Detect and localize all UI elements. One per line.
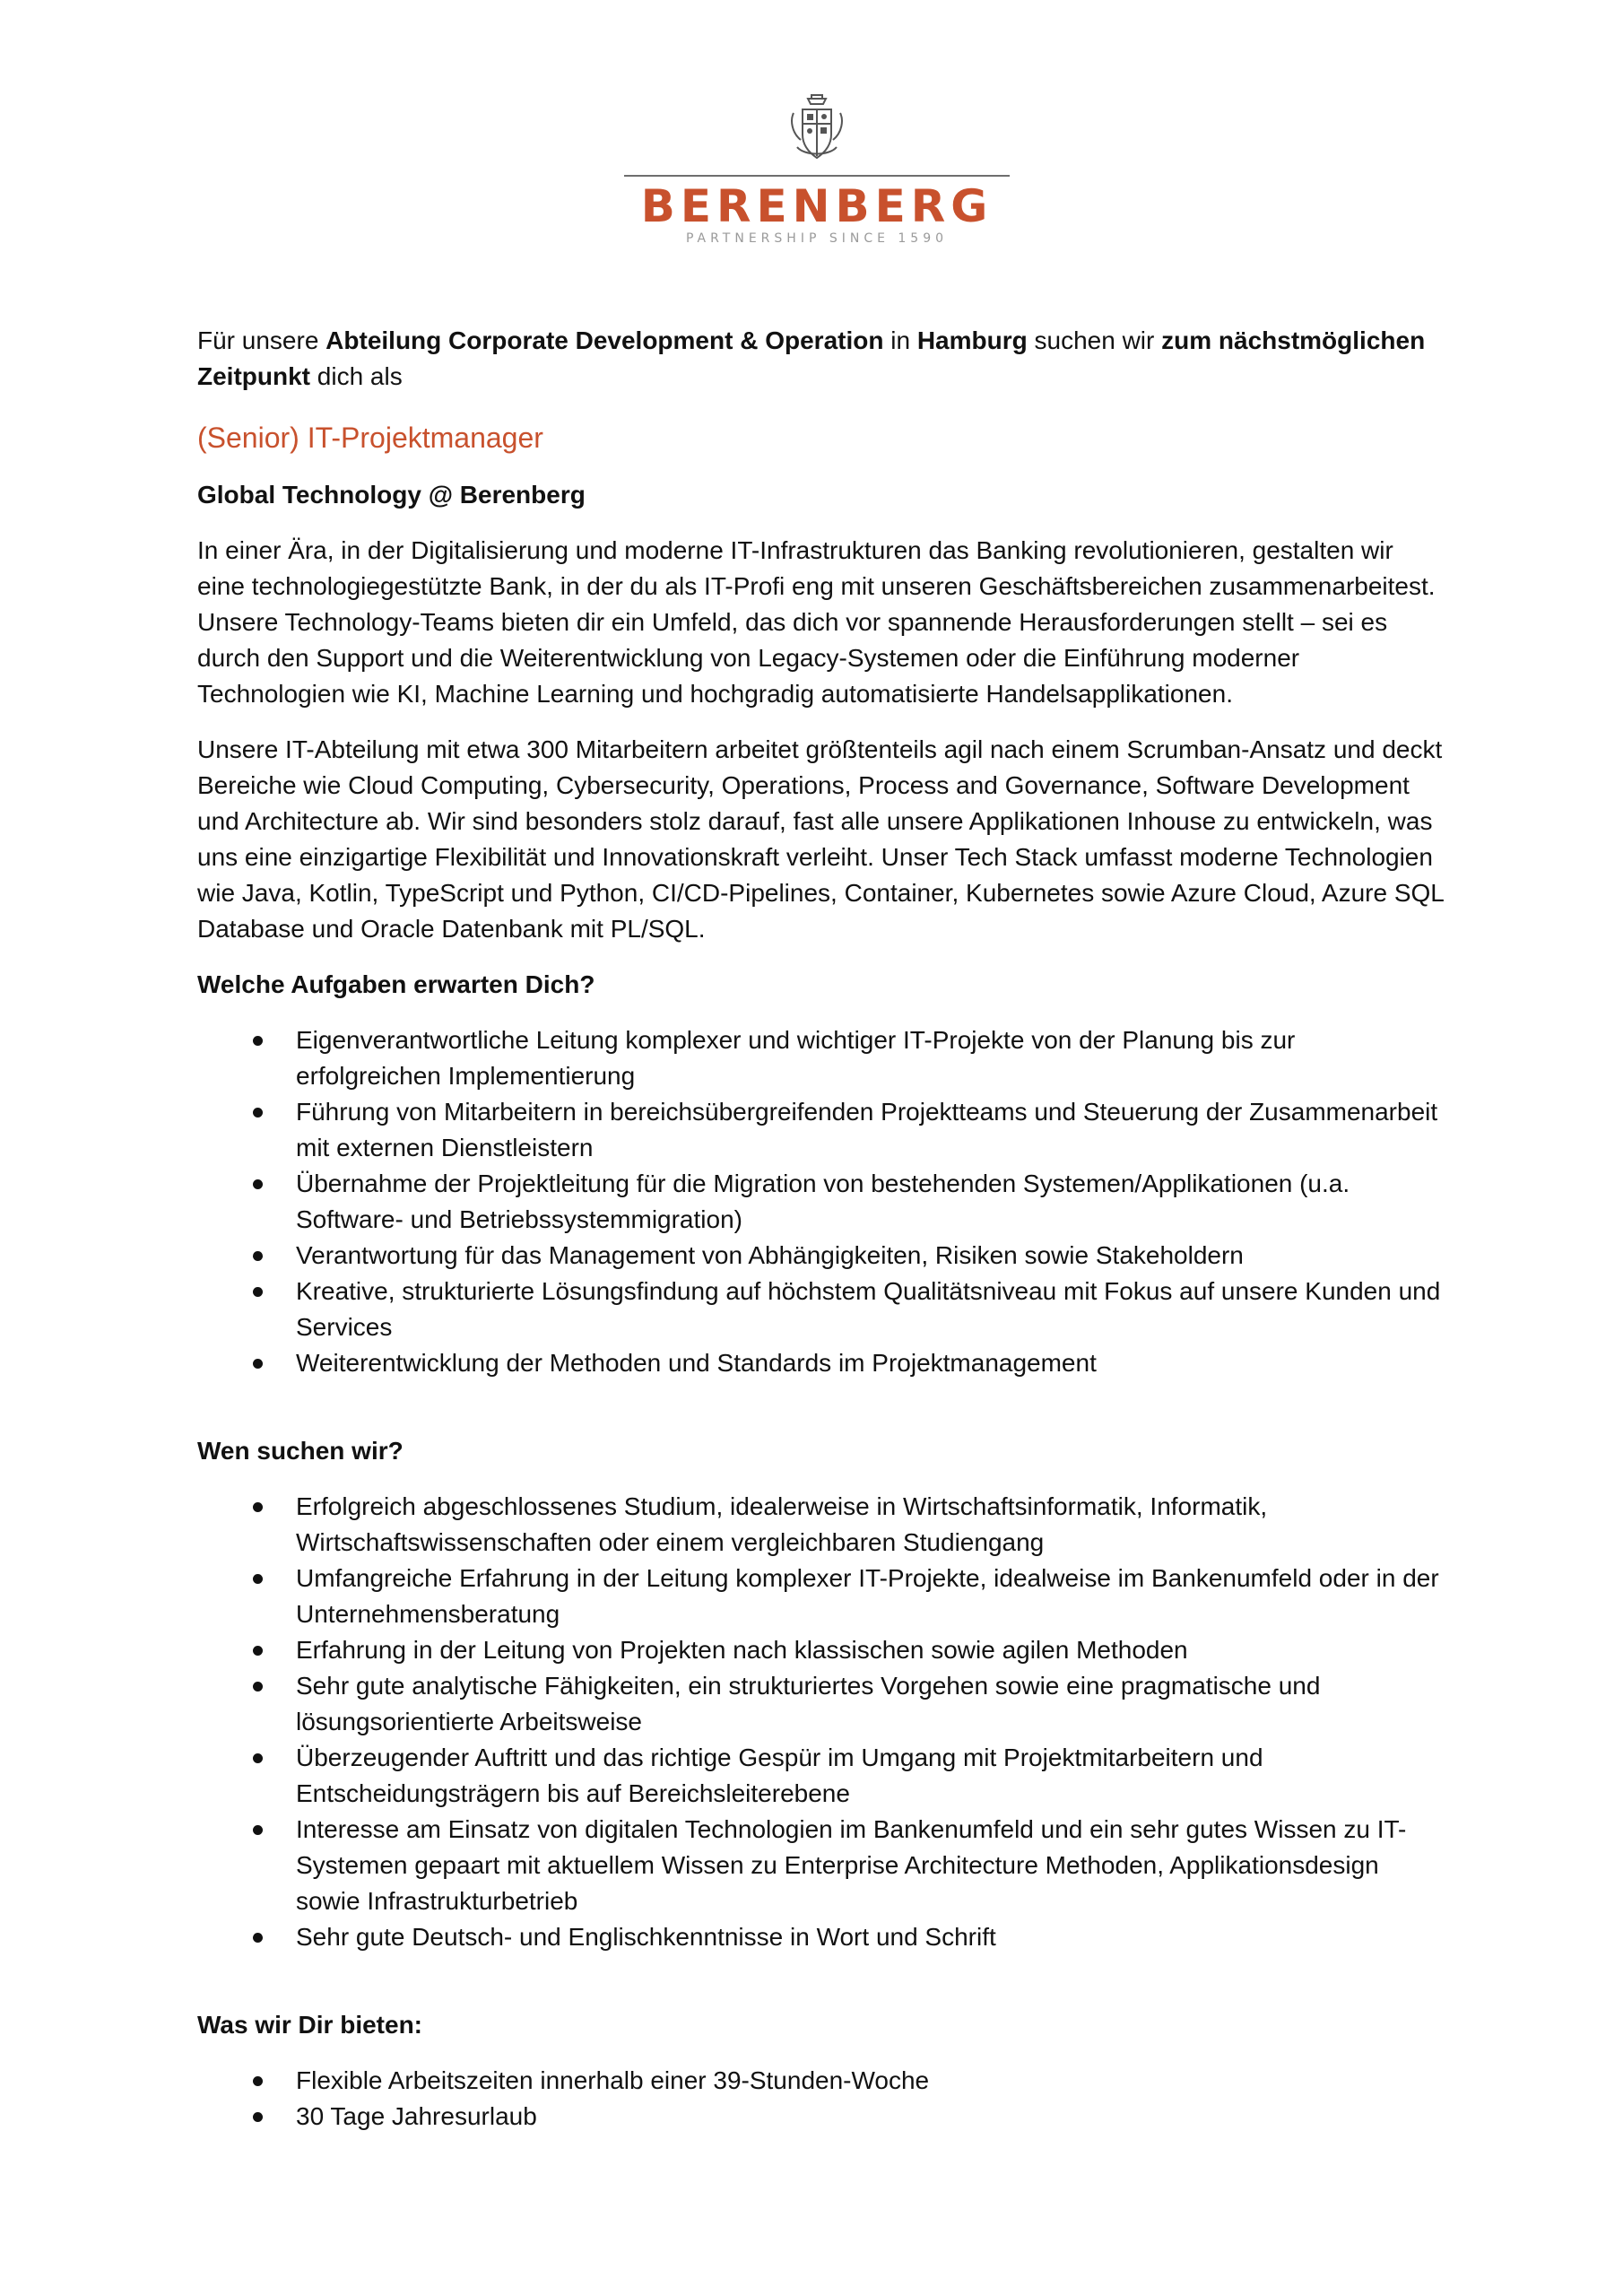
job-posting-body (197, 323, 1444, 2135)
description-paragraph: In einer Ära, in der Digitalisierung und moderne IT-Infrastrukturen das Banking revolutionieren, gestalten wir eine technologiegestützte Bank, in der du als IT-Profi eng mit unseren Geschäftsbereichen zusammenarbeitest. Unsere Technology-Teams bieten dir ein Umfeld, das dich vor spannende Herausforderungen stellt – sei es durch den Support und die Weiterentwicklung von Legacy-Systemen oder die Einführung moderner Technologien wie KI, Machine Learning und hochgradig automatisierte Handelsapplikationen. (197, 536, 1436, 708)
tasks-list (197, 1022, 1444, 1381)
logo-divider (624, 175, 1010, 177)
logo-tagline: PARTNERSHIP SINCE 1590 (685, 231, 949, 246)
list-item: Verantwortung für das Management von Abhängigkeiten, Risiken sowie Stakeholdern (197, 1238, 1444, 1274)
offer-heading: Was wir Dir bieten: (197, 2011, 423, 2039)
tasks-heading: Welche Aufgaben erwarten Dich? (197, 970, 595, 998)
list-item: Überzeugender Auftritt und das richtige Gespür im Umgang mit Projektmitarbeitern und Entscheidungsträgern bis auf Bereichsleiterebene (197, 1740, 1444, 1812)
job-title: (Senior) IT-Projektmanager (197, 422, 543, 454)
section-heading-global-technology: Global Technology @ Berenberg (197, 481, 586, 509)
list-item: Sehr gute analytische Fähigkeiten, ein strukturiertes Vorgehen sowie eine pragmatische und lösungsorientierte Arbeitsweise (197, 1668, 1444, 1740)
list-item: Führung von Mitarbeitern in bereichsübergreifenden Projektteams und Steuerung der Zusammenarbeit mit externen Dienstleistern (197, 1094, 1444, 1166)
coat-of-arms-icon (788, 93, 846, 163)
list-item: Eigenverantwortliche Leitung komplexer und wichtiger IT-Projekte von der Planung bis zur erfolgreichen Implementierung (197, 1022, 1444, 1094)
list-item: Umfangreiche Erfahrung in der Leitung komplexer IT-Projekte, idealweise im Bankenumfeld oder in der Unternehmensberatung (197, 1561, 1444, 1632)
intro-paragraph: Für unsere Abteilung Corporate Development & Operation in Hamburg suchen wir zum nächstmöglichen Zeitpunkt dich als (197, 326, 1426, 390)
description-paragraph: Unsere IT-Abteilung mit etwa 300 Mitarbeitern arbeitet größtenteils agil nach einem Scrumban-Ansatz und deckt Bereiche wie Cloud Computing, Cybersecurity, Operations, Process and Governance, Software Development und Architecture ab. Wir sind besonders stolz darauf, fast alle unsere Applikationen Inhouse zu entwickeln, was uns eine einzigartige Flexibilität und Innovationskraft verleiht. Unser Tech Stack umfasst moderne Technologien wie Java, Kotlin, TypeScript und Python, CI/CD-Pipelines, Container, Kubernetes sowie Azure Cloud, Azure SQL Database und Oracle Datenbank mit PL/SQL. (197, 735, 1444, 943)
profile-heading: Wen suchen wir? (197, 1437, 404, 1465)
list-item: Erfahrung in der Leitung von Projekten nach klassischen sowie agilen Methoden (197, 1632, 1444, 1668)
list-item: Weiterentwicklung der Methoden und Standards im Projektmanagement (197, 1345, 1444, 1381)
logo-wordmark: BERENBERG (640, 180, 994, 232)
offer-list (197, 2063, 1444, 2135)
berenberg-logo (624, 93, 1010, 255)
list-item: 30 Tage Jahresurlaub (197, 2099, 1444, 2135)
list-item: Kreative, strukturierte Lösungsfindung auf höchstem Qualitätsniveau mit Fokus auf unsere Kunden und Services (197, 1274, 1444, 1345)
list-item: Übernahme der Projektleitung für die Migration von bestehenden Systemen/Applikationen (u.a. Software- und Betriebssystemmigration) (197, 1166, 1444, 1238)
list-item: Erfolgreich abgeschlossenes Studium, idealerweise in Wirtschaftsinformatik, Informatik, Wirtschaftswissenschaften oder einem vergleichbaren Studiengang (197, 1489, 1444, 1561)
list-item: Interesse am Einsatz von digitalen Technologien im Bankenumfeld und ein sehr gutes Wissen zu IT-Systemen gepaart mit aktuellem Wissen zu Enterprise Architecture Methoden, Applikationsdesign sowie Infrastrukturbetrieb (197, 1812, 1444, 1919)
profile-list (197, 1489, 1444, 1955)
list-item: Flexible Arbeitszeiten innerhalb einer 39-Stunden-Woche (197, 2063, 1444, 2099)
list-item: Sehr gute Deutsch- und Englischkenntnisse in Wort und Schrift (197, 1919, 1444, 1955)
